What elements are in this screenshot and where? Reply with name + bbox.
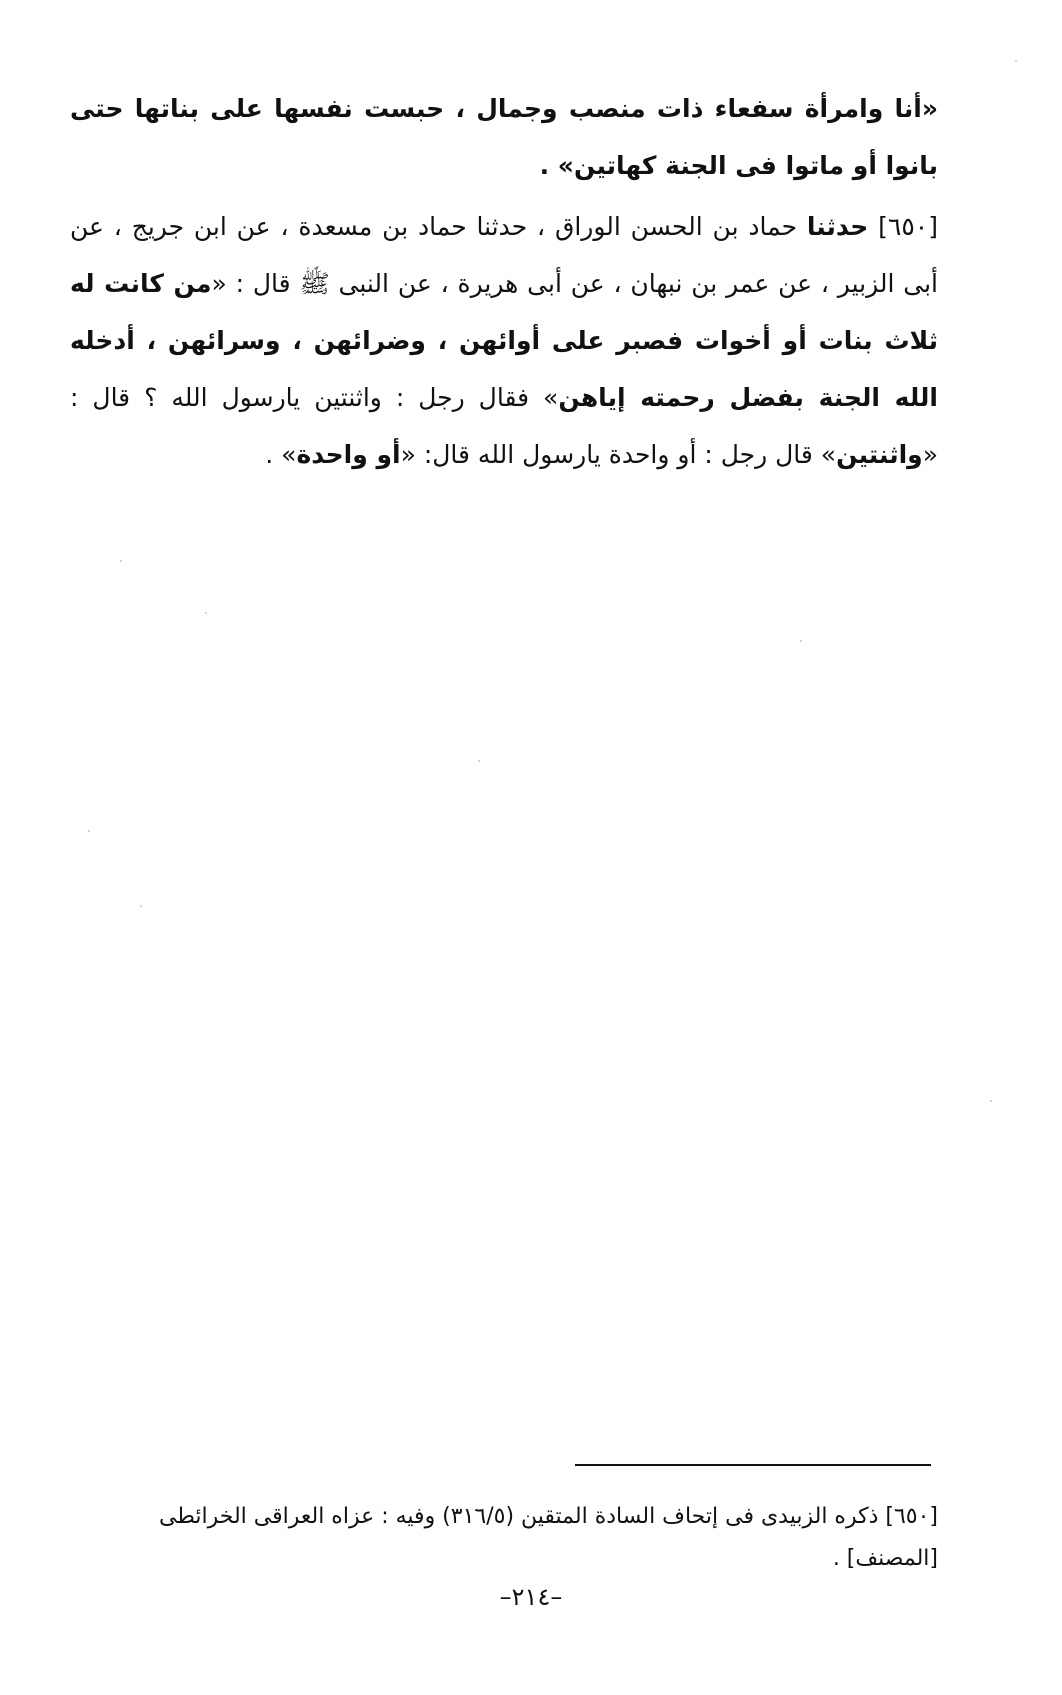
scan-speck [88, 830, 90, 832]
text-segment: «أنا وامرأة سفعاء ذات منصب وجمال ، حبست نفسها على بناتها حتى بانوا أو ماتوا فى الجنة كهاتين» . [70, 94, 938, 180]
scan-speck [800, 640, 802, 642]
text-segment: من كانت له ثلاث بنات أو أخوات فصبر على أوائهن ، وضرائهن ، وسرائهن ، أدخله الله الجنة بفضل رحمته إياهن [70, 269, 938, 412]
text-segment: حماد بن الحسن الوراق ، حدثنا حماد بن مسعدة ، عن ابن جريج ، عن أبى الزبير ، عن عمر بن نبهان ، عن أبى هريرة ، عن النبى ﷺ قال : « [70, 212, 938, 298]
scan-speck [120, 560, 122, 562]
footnote-line-1: [٦٥٠] ذكره الزبيدى فى إتحاف السادة المتقين (٣١٦/٥) وفيه : عزاه العراقى الخرائطى [159, 1504, 938, 1529]
scan-speck [990, 1100, 992, 1102]
footnote-line-2: [المصنف] . [832, 1546, 938, 1571]
scan-speck [205, 612, 207, 614]
scan-speck [1015, 60, 1017, 62]
text-segment: واثنتين [836, 440, 923, 469]
main-text [70, 80, 938, 483]
hadith-paragraph-1 [70, 80, 938, 194]
text-segment: » قال رجل : أو واحدة يارسول الله قال: « [400, 440, 837, 469]
scan-speck [478, 760, 480, 762]
hadith-paragraph-2 [70, 198, 938, 483]
text-segment: أو واحدة [296, 440, 401, 469]
footnote [70, 1496, 938, 1580]
text-segment: حدثنا [806, 212, 869, 241]
page-number: –٢١٤– [499, 1583, 563, 1611]
text-segment: [٦٥٠] [868, 212, 938, 241]
text-segment: » فقال رجل : واثنتين يارسول الله ؟ قال : « [70, 383, 938, 469]
text-segment: » . [265, 440, 297, 469]
footnote-divider [575, 1464, 931, 1466]
scan-speck [140, 905, 142, 907]
